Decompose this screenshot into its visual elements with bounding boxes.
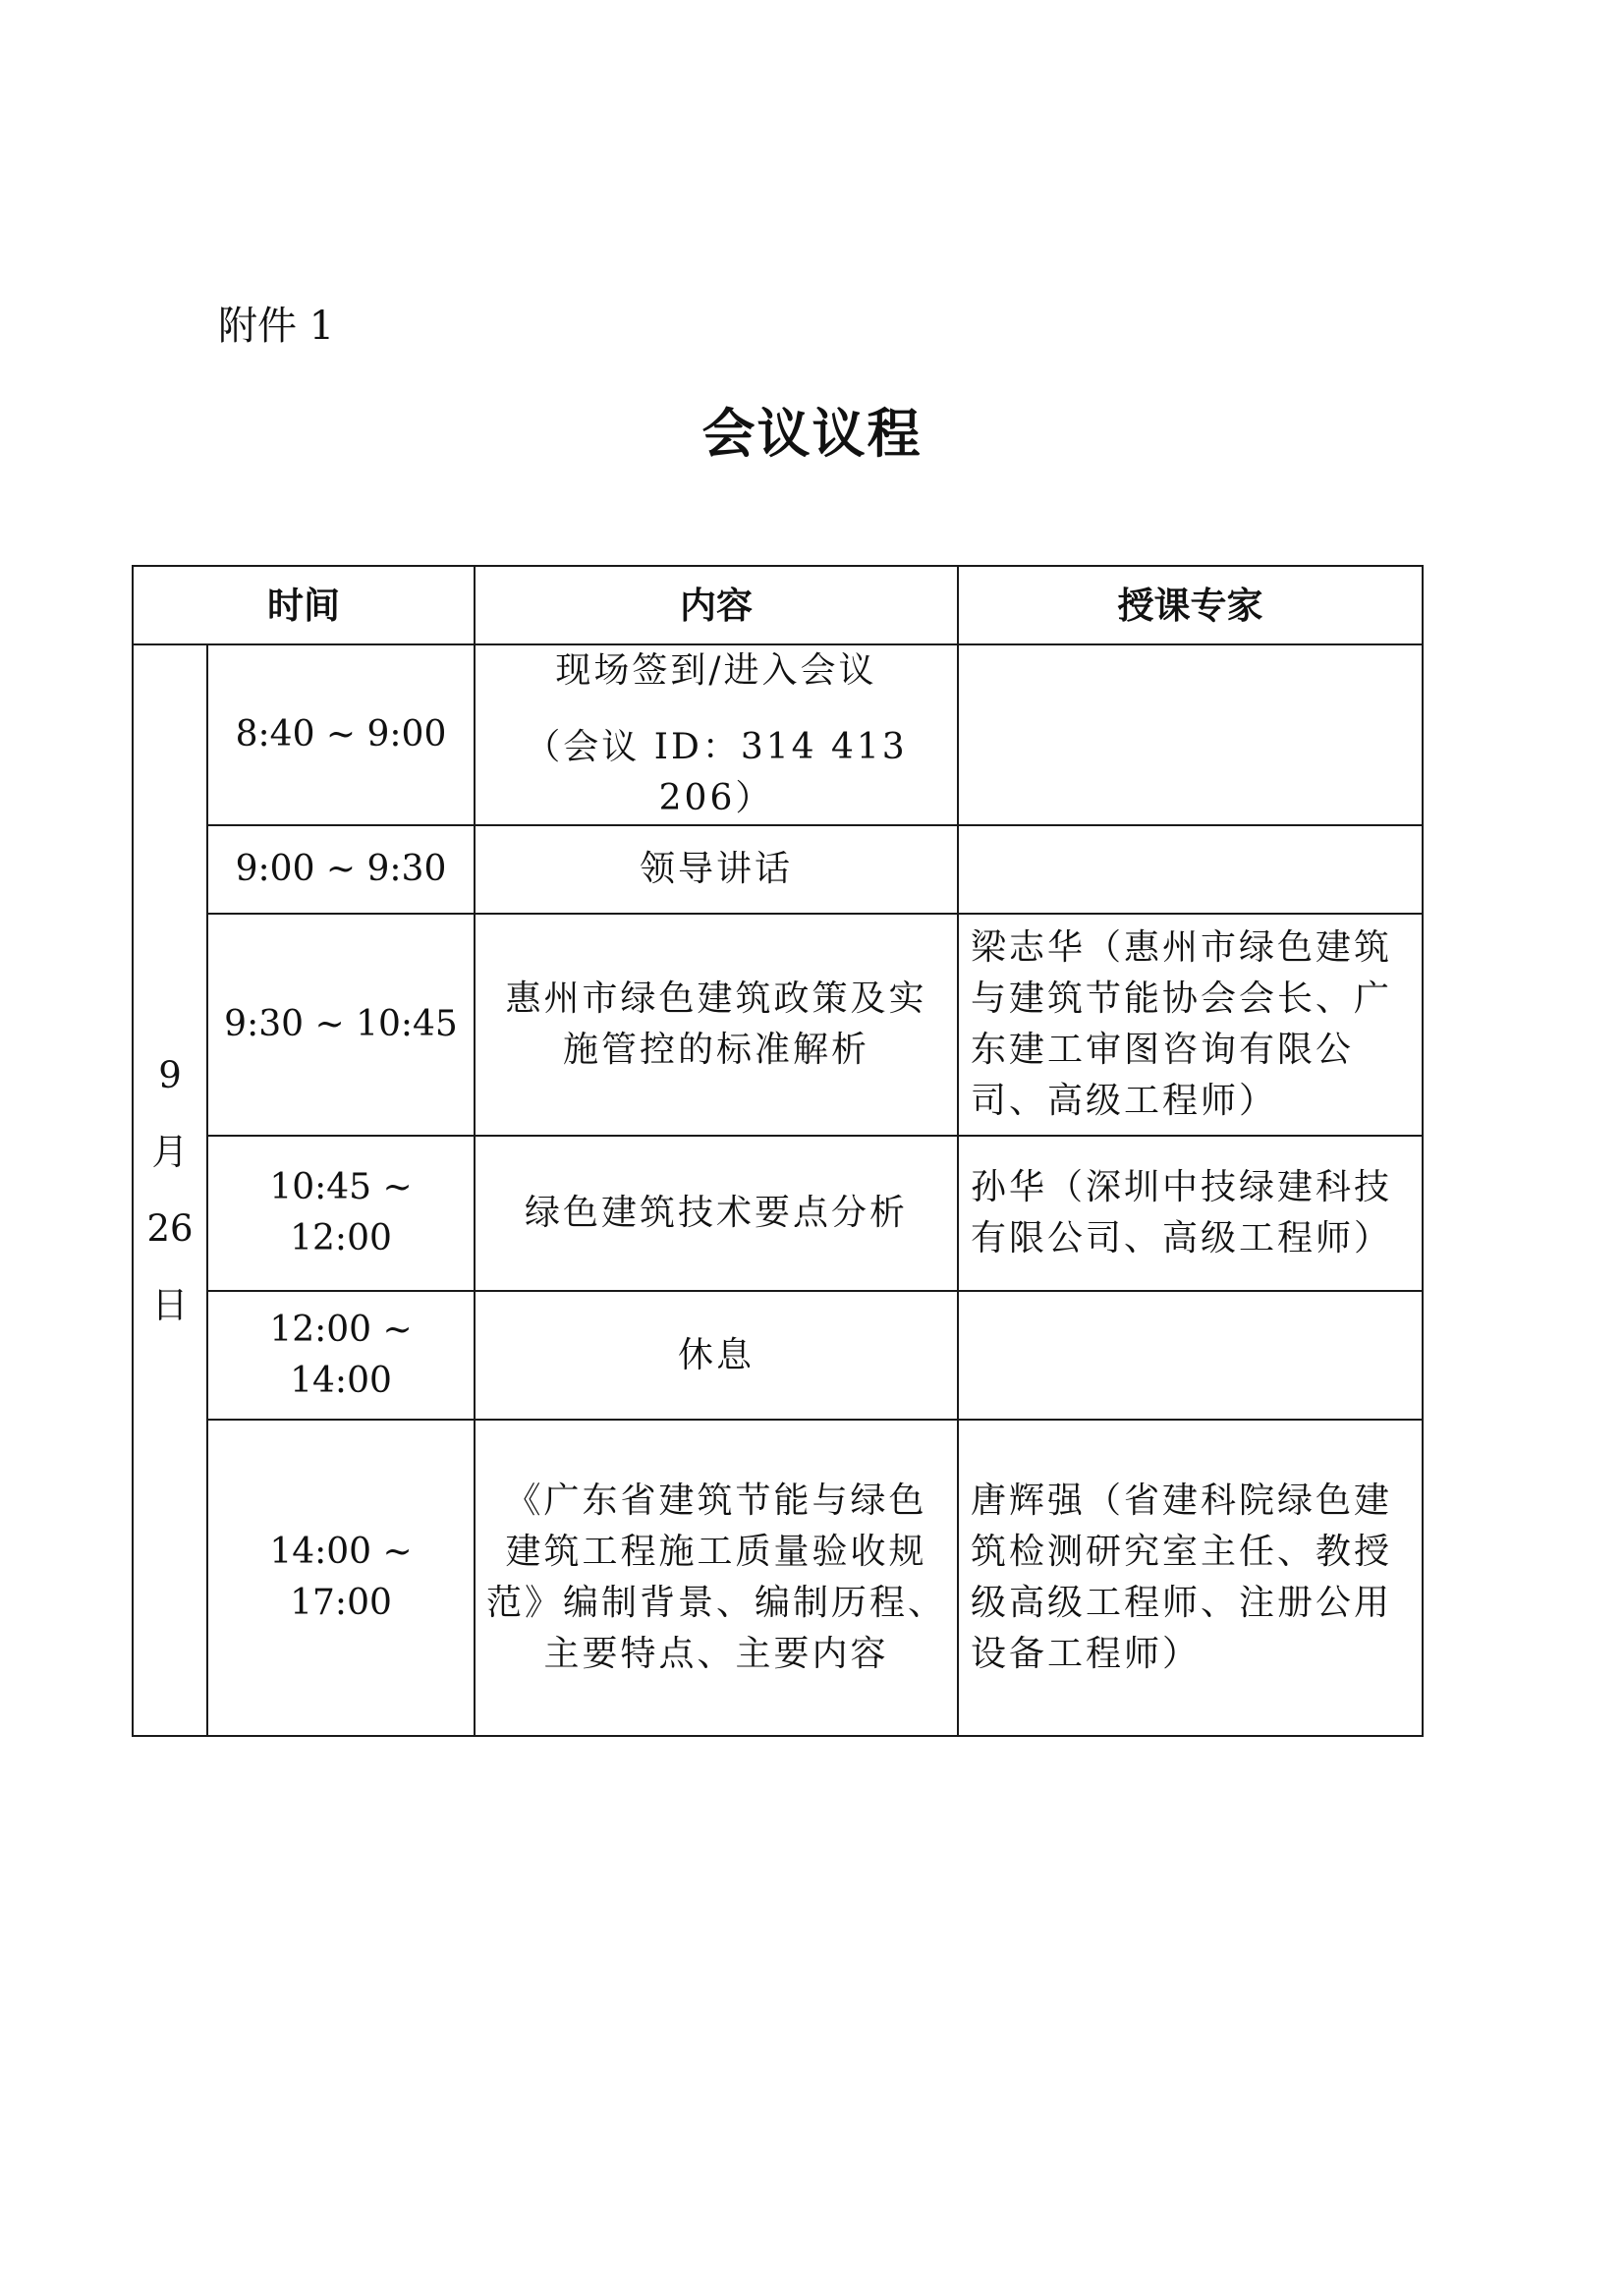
- time-cell: 12:00 ~ 14:00: [207, 1291, 475, 1420]
- time-cell: 10:45 ~ 12:00: [207, 1136, 475, 1291]
- content-cell: [475, 825, 958, 914]
- content-line: 现场签到/进入会议: [555, 650, 877, 691]
- header-time: 时间: [133, 566, 475, 644]
- agenda-table: [132, 565, 1424, 1737]
- speaker-cell: [958, 1420, 1423, 1736]
- speaker-line: 与建筑节能协会会长、广: [971, 978, 1393, 1019]
- speaker-cell: [958, 914, 1423, 1136]
- date-char: 月: [151, 1130, 189, 1173]
- speaker-line: 孙华（深圳中技绿建科技: [971, 1167, 1393, 1207]
- content-line: 建筑工程施工质量验收规: [505, 1532, 927, 1572]
- page-title: 会议议程: [701, 402, 923, 465]
- speaker-cell: [958, 644, 1423, 825]
- time-cell: 9:00 ~ 9:30: [207, 825, 475, 914]
- content-line: 施管控的标准解析: [562, 1030, 869, 1070]
- table-row: [133, 1136, 1423, 1291]
- speaker-line: 东建工审图咨询有限公: [971, 1030, 1355, 1070]
- speaker-line: 唐辉强（省建科院绿色建: [971, 1481, 1393, 1521]
- time-cell: 14:00 ~ 17:00: [207, 1420, 475, 1736]
- content-line: （会议 ID：314 413 206）: [525, 727, 908, 818]
- speaker-cell: [958, 1291, 1423, 1420]
- speaker-line: 梁志华（惠州市绿色建筑: [971, 927, 1393, 968]
- content-line: 《广东省建筑节能与绿色: [505, 1481, 927, 1521]
- content-line: 休息: [677, 1334, 755, 1375]
- content-line: 绿色建筑技术要点分析: [524, 1193, 908, 1233]
- speaker-line: 筑检测研究室主任、教授: [971, 1532, 1393, 1572]
- speaker-line: 级高级工程师、注册公用: [971, 1583, 1393, 1623]
- speaker-line: 设备工程师）: [971, 1634, 1202, 1674]
- speaker-cell: [958, 1136, 1423, 1291]
- content-cell: [475, 1136, 958, 1291]
- header-content: 内容: [475, 566, 958, 644]
- time-cell: 8:40 ~ 9:00: [207, 644, 475, 825]
- content-line: 主要特点、主要内容: [543, 1634, 889, 1674]
- table-row: [133, 644, 1423, 825]
- date-char: 9: [158, 1053, 182, 1096]
- attachment-label: 附件 1: [218, 304, 335, 349]
- content-cell: [475, 914, 958, 1136]
- table-row: [133, 1291, 1423, 1420]
- content-line: 领导讲话: [639, 849, 793, 889]
- table-row: [133, 1420, 1423, 1736]
- content-line: 范》编制背景、编制历程、: [485, 1583, 946, 1623]
- speaker-cell: [958, 825, 1423, 914]
- date-cell: [133, 644, 207, 1736]
- table-row: [133, 914, 1423, 1136]
- speaker-line: 司、高级工程师）: [971, 1081, 1278, 1121]
- speaker-line: 有限公司、高级工程师）: [971, 1218, 1393, 1258]
- header-speaker: 授课专家: [958, 566, 1423, 644]
- content-cell: [475, 1420, 958, 1736]
- table-header-row: [133, 566, 1423, 644]
- content-line: 惠州市绿色建筑政策及实: [505, 978, 927, 1019]
- table-row: [133, 825, 1423, 914]
- content-cell: [475, 644, 958, 825]
- date-char: 日: [151, 1283, 189, 1326]
- date-char: 26: [146, 1206, 194, 1250]
- time-cell: 9:30 ~ 10:45: [207, 914, 475, 1136]
- content-cell: [475, 1291, 958, 1420]
